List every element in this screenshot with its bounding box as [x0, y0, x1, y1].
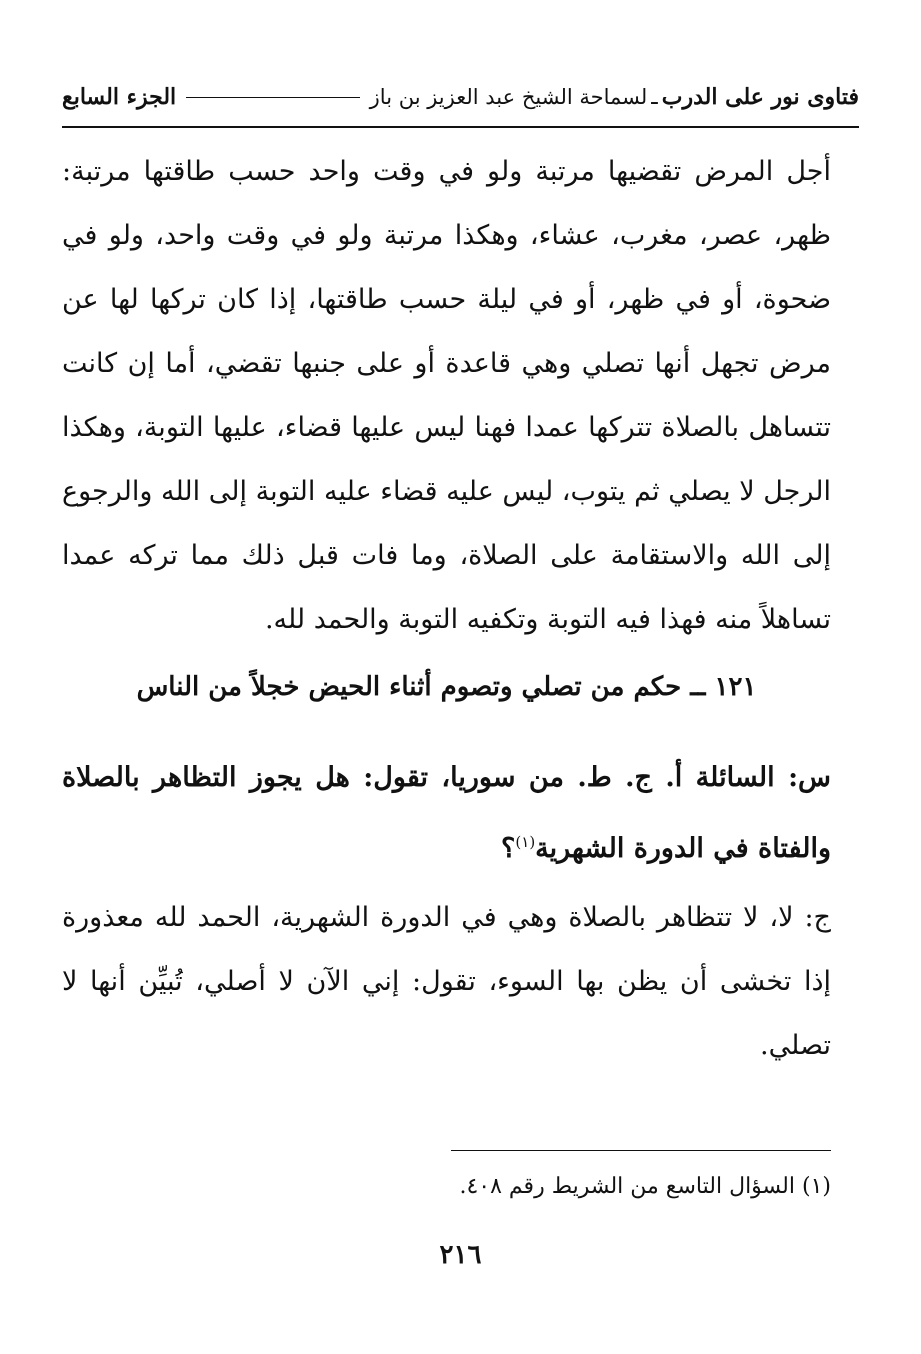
- header-dash-rule: [186, 97, 360, 98]
- volume-part: الجزء السابع: [62, 84, 177, 110]
- paragraph-continued: أجل المرض تقضيها مرتبة ولو في وقت واحد حسب طاقتها مرتبة: ظهر، عصر، مغرب، عشاء، وهكذا مرتبة ولو في وقت واحد، ولو في ضحوة، أو في ظهر، أو في ليلة حسب طاقتها، إذا كان تركها لها عن مرض تجهل أنها تصلي وهي قاعدة أو على جنبها تقضي، أما إن كانت تتساهل بالصلاة تتركها عمدا فهنا ليس عليها قضاء، عليها التوبة، وهكذا الرجل لا يصلي ثم يتوب، ليس عليه قضاء عليه التوبة إلى الله والرجوع إلى الله والاستقامة على الصلاة، وما فات قبل ذلك مما تركه عمدا تساهلاً منه فهذا فيه التوبة وتكفيه التوبة والحمد لله.: [62, 156, 831, 635]
- footnote-text: (١) السؤال التاسع من الشريط رقم ٤٠٨.: [459, 1174, 831, 1199]
- question-mark: ؟: [501, 833, 516, 864]
- book-title: فتاوى نور على الدرب: [661, 84, 859, 110]
- footnote-reference[interactable]: (١): [515, 833, 536, 851]
- header-separator: ـ: [651, 85, 658, 110]
- footnote-divider: [451, 1150, 831, 1151]
- question-paragraph: [62, 746, 831, 881]
- header-underline: [62, 126, 859, 128]
- running-header: [62, 84, 859, 118]
- section-heading: ١٢١ ــ حكم من تصلي وتصوم أثناء الحيض خجلاً من الناس: [136, 672, 757, 702]
- question-text: س: السائلة أ. ج. ط. من سوريا، تقول: هل يجوز التظاهر بالصلاة والفتاة في الدورة الشهرية: [62, 762, 831, 864]
- answer-paragraph: ج: لا، لا تتظاهر بالصلاة وهي في الدورة الشهرية، الحمد لله معذورة إذا تخشى أن يظن بها السوء، تقول: إني الآن لا أصلي، تُبيِّن أنها لا تصلي.: [62, 902, 831, 1061]
- page-number: ٢١٦: [439, 1240, 482, 1270]
- author-name: لسماحة الشيخ عبد العزيز بن باز: [369, 85, 648, 109]
